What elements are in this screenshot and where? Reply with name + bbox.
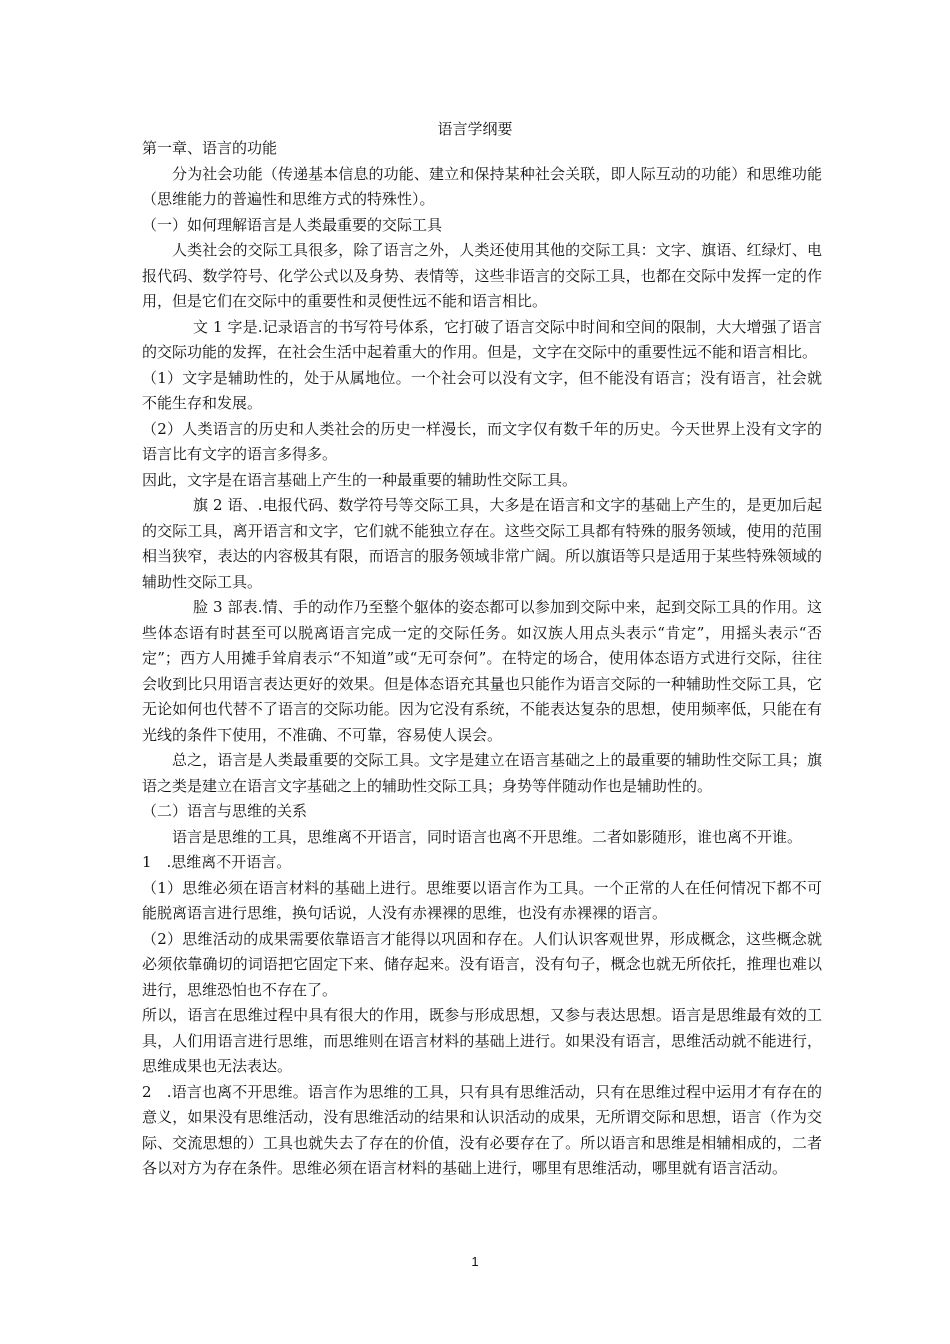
section-heading: （一）如何理解语言是人类最重要的交际工具: [142, 215, 443, 234]
list-item: （1）文字是辅助性的，处于从属地位。一个社会可以没有文字，但不能没有语言；没有语言，社会就不能生存和发展。: [142, 368, 822, 412]
paragraph: 文 1 字是.记录语言的书写符号体系，它打破了语言交际中时间和空间的限制，大大增强了语言的交际功能的发挥，在社会生活中起着重大的作用。但是，文字在交际中的重要性远不能和语言相比。: [142, 317, 822, 361]
numbered-item: 2 .语言也离不开思维。语言作为思维的工具，只有具有思维活动，只有在思维过程中运用才有存在的意义，如果没有思维活动，没有思维活动的结果和认识活动的成果，无所谓交际和思想，语言（作为交际、交流思想的）工具也就失去了存在的价值，没有必要存在了。所以语言和思维是相辅相成的，二者各以对方为存在条件。思维必须在语言材料的基础上进行，哪里有思维活动，哪里就有语言活动。: [142, 1082, 822, 1177]
list-item: （2）思维活动的成果需要依靠语言才能得以巩固和存在。人们认识客观世界，形成概念，这些概念就必须依靠确切的词语把它固定下来、储存起来。没有语言，没有句子，概念也就无所依托，推理也难以进行，思维恐怕也不存在了。: [142, 929, 822, 999]
paragraph: 旗 2 语、.电报代码、数学符号等交际工具，大多是在语言和文字的基础上产生的，是更加后起的交际工具，离开语言和文字，它们就不能独立存在。这些交际工具都有特殊的服务领域，使用的范围相当狭窄，表达的内容极其有限，而语言的服务领域非常广阔。所以旗语等只是适用于某些特殊领域的辅助性交际工具。: [142, 496, 822, 591]
paragraph: 因此，文字是在语言基础上产生的一种最重要的辅助性交际工具。: [142, 470, 578, 489]
paragraph: 人类社会的交际工具很多，除了语言之外，人类还使用其他的交际工具：文字、旗语、红绿灯、电报代码、数学符号、化学公式以及身势、表情等，这些非语言的交际工具，也都在交际中发挥一定的作用，但是它们在交际中的重要性和灵便性远不能和语言相比。: [142, 241, 822, 310]
paragraph: 语言是思维的工具，思维离不开语言，同时语言也离不开思维。二者如影随形，谁也离不开谁。: [172, 827, 803, 846]
paragraph: 脸 3 部表.情、手的动作乃至整个躯体的姿态都可以参加到交际中来，起到交际工具的作用。这些体态语有时甚至可以脱离语言完成一定的交际任务。如汉族人用点头表示“肯定”，用摇头表示“否定”；西方人用摊手耸肩表示“不知道”或“无可奈何”。在特定的场合，使用体态语方式进行交际，往往会收到比只用语言表达更好的效果。但是体态语充其量也只能作为语言交际的一种辅助性交际工具，它无论如何也代替不了语言的交际功能。因为它没有系统，不能表达复杂的思想，使用频率低，只能在有光线的条件下使用，不准确、不可靠，容易使人误会。: [142, 598, 822, 744]
section-heading: （二）语言与思维的关系: [142, 802, 308, 820]
list-item: （2）人类语言的历史和人类社会的历史一样漫长，而文字仅有数千年的历史。今天世界上没有文字的语言比有文字的语言多得多。: [142, 419, 822, 463]
page-number: 1: [471, 1254, 479, 1269]
chapter-heading: 第一章、语言的功能: [142, 139, 278, 157]
paragraph: 总之，语言是人类最重要的交际工具。文字是建立在语言基础之上的最重要的辅助性交际工具；旗语之类是建立在语言文字基础之上的辅助性交际工具；身势等伴随动作也是辅助性的。: [142, 751, 822, 795]
document-body: [142, 136, 822, 1182]
paragraph: 所以，语言在思维过程中具有很大的作用，既参与形成思想，又参与表达思想。语言是思维最有效的工具，人们用语言进行思维，而思维则在语言材料的基础上进行。如果没有语言，思维活动就不能进行，思维成果也无法表达。: [142, 1006, 822, 1075]
document-title: 语言学纲要: [437, 120, 513, 138]
list-item: （1）思维必须在语言材料的基础上进行。思维要以语言作为工具。一个正常的人在任何情况下都不可能脱离语言进行思维，换句话说，人没有赤裸裸的思维，也没有赤裸裸的语言。: [142, 878, 822, 922]
numbered-item: 1 .思维离不开语言。: [142, 853, 292, 871]
paragraph: 分为社会功能（传递基本信息的功能、建立和保持某种社会关联，即人际互动的功能）和思维功能（思维能力的普遍性和思维方式的特殊性）。: [142, 164, 822, 208]
